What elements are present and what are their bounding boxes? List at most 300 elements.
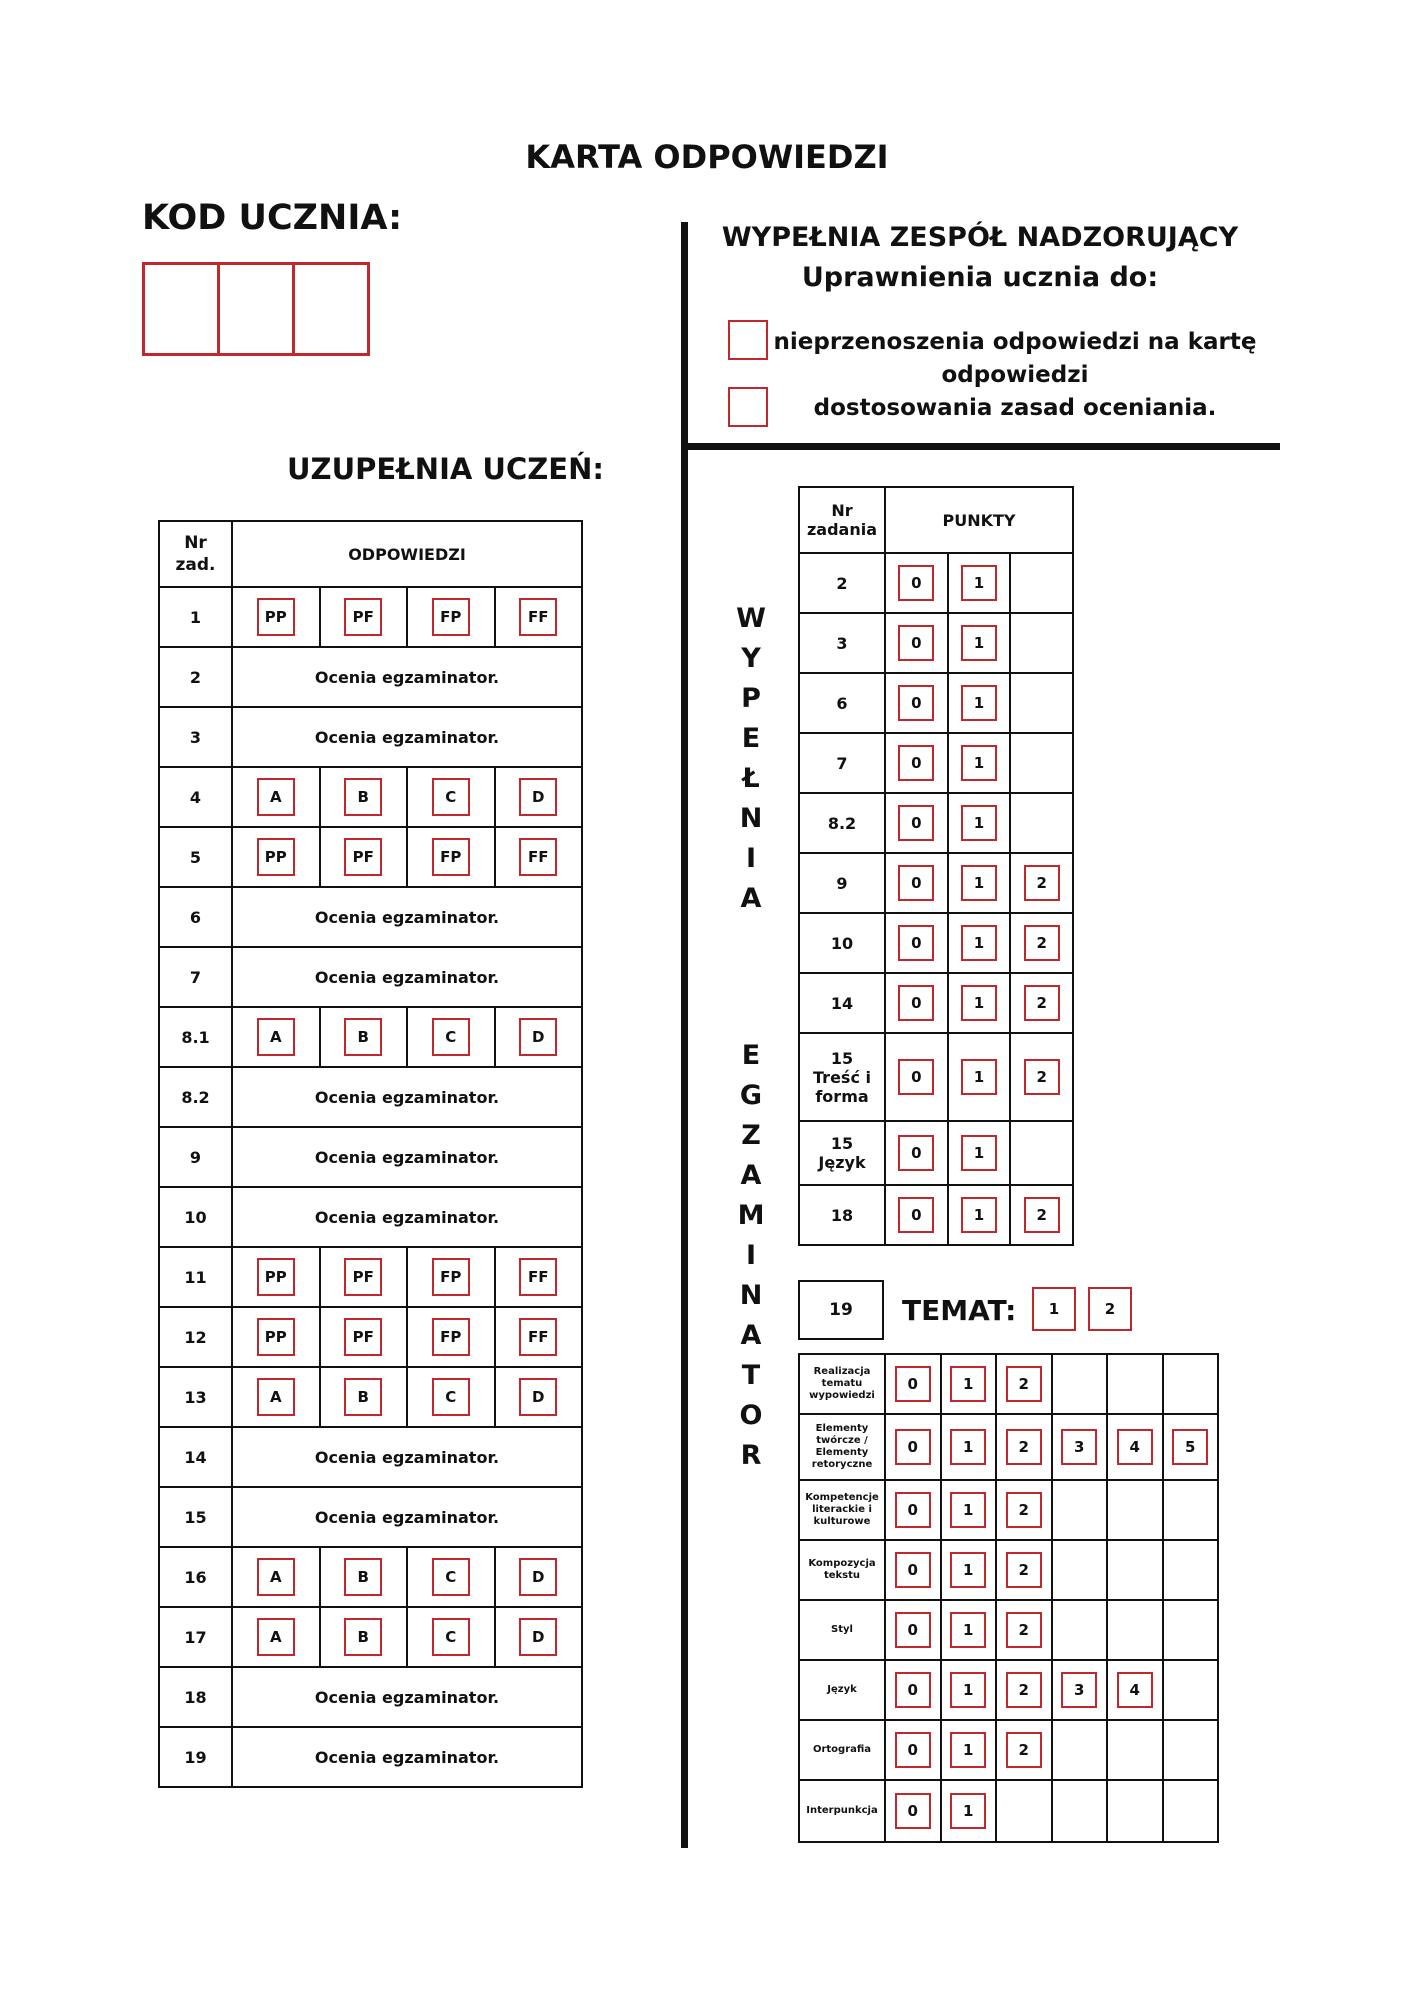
- empty-cell: [1163, 1720, 1219, 1780]
- answer-row: [159, 1427, 582, 1487]
- empty-cell: [1052, 1720, 1108, 1780]
- answer-option-box[interactable]: A: [257, 1018, 295, 1056]
- points-box[interactable]: 0: [898, 865, 934, 901]
- points-box-cell: [948, 1033, 1011, 1121]
- answer-option-box[interactable]: C: [432, 1378, 470, 1416]
- points-box-cell: [885, 973, 948, 1033]
- examiner-grades-note: Ocenia egzaminator.: [232, 1127, 582, 1187]
- answer-row: [159, 1187, 582, 1247]
- criterion-label-line: tematu: [821, 1378, 863, 1389]
- answer-option-box[interactable]: FP: [432, 838, 470, 876]
- points-box[interactable]: 1: [961, 865, 997, 901]
- criterion-points-box[interactable]: 1: [950, 1492, 986, 1528]
- answer-option-box[interactable]: D: [519, 1378, 557, 1416]
- empty-cell: [1010, 1121, 1073, 1185]
- student-code-boxes[interactable]: [142, 262, 370, 356]
- points-row: [799, 553, 1073, 613]
- task-number: 6: [159, 887, 232, 947]
- points-header-nr-line1: Nr: [831, 501, 853, 520]
- vertical-letter: T: [741, 1360, 761, 1391]
- points-box[interactable]: 0: [898, 625, 934, 661]
- criterion-points-box-cell: [885, 1414, 941, 1480]
- task-number: 7: [159, 947, 232, 1007]
- points-box-cell: [948, 1185, 1011, 1245]
- answer-option-box-cell: [320, 767, 408, 827]
- task-number: 8.2: [159, 1067, 232, 1127]
- points-task-number-line: Język: [818, 1153, 866, 1172]
- vertical-letter: A: [740, 883, 762, 914]
- empty-cell: [1107, 1480, 1163, 1540]
- answer-option-box[interactable]: D: [519, 1618, 557, 1656]
- points-box-cell: [885, 1033, 948, 1121]
- answer-option-box-cell: [232, 1367, 320, 1427]
- answer-option-box-cell: [320, 1247, 408, 1307]
- answers-header-nr: [159, 521, 232, 587]
- criterion-points-box-cell: [996, 1354, 1052, 1414]
- answer-option-box[interactable]: D: [519, 1018, 557, 1056]
- empty-cell: [1052, 1354, 1108, 1414]
- criterion-points-box-cell: [941, 1600, 997, 1660]
- points-task-number-line: Treść i: [813, 1067, 871, 1087]
- answers-header-row: [159, 521, 582, 587]
- points-task-number-line: 15: [830, 1048, 854, 1068]
- points-row: [799, 913, 1073, 973]
- points-box[interactable]: 1: [961, 805, 997, 841]
- answer-option-box-cell: [495, 767, 583, 827]
- empty-cell: [1163, 1780, 1219, 1842]
- points-box[interactable]: 0: [898, 925, 934, 961]
- criterion-points-box-cell: [885, 1660, 941, 1720]
- criterion-label: [799, 1354, 885, 1414]
- points-task-number: [799, 793, 885, 853]
- criterion-points-box-cell: [941, 1354, 997, 1414]
- answer-option-box-cell: [232, 767, 320, 827]
- points-box[interactable]: 2: [1024, 1059, 1060, 1095]
- criterion-points-box[interactable]: 1: [950, 1552, 986, 1588]
- points-task-number: [799, 1185, 885, 1245]
- task-number: 15: [159, 1487, 232, 1547]
- points-task-number-line: 8.2: [827, 813, 857, 833]
- answer-option-box-cell: [407, 1007, 495, 1067]
- empty-cell: [1163, 1354, 1219, 1414]
- points-box-cell: [1010, 913, 1073, 973]
- points-table: [798, 486, 1074, 1246]
- criterion-points-box[interactable]: 2: [1006, 1552, 1042, 1588]
- points-row: [799, 1121, 1073, 1185]
- answer-option-box-cell: [320, 1607, 408, 1667]
- points-task-number-line: 7: [836, 753, 848, 773]
- points-box[interactable]: 2: [1024, 985, 1060, 1021]
- answer-option-box-cell: [407, 1247, 495, 1307]
- points-box[interactable]: 0: [898, 685, 934, 721]
- criterion-label: [799, 1780, 885, 1842]
- examiner-grades-note: Ocenia egzaminator.: [232, 947, 582, 1007]
- answers-header-nr-line2: zad.: [175, 555, 216, 575]
- answer-option-box-cell: [232, 1547, 320, 1607]
- vertical-label-wypelnia: [734, 599, 768, 919]
- permission-checkbox-no-transfer[interactable]: [728, 320, 768, 360]
- criterion-points-box[interactable]: 2: [1006, 1732, 1042, 1768]
- criterion-label-line: Ortografia: [812, 1744, 872, 1755]
- criterion-points-box-cell: [996, 1720, 1052, 1780]
- answer-option-box-cell: [407, 1607, 495, 1667]
- answer-option-box[interactable]: PP: [257, 1318, 295, 1356]
- points-task-number-line: 9: [836, 873, 848, 893]
- empty-cell: [1010, 553, 1073, 613]
- criterion-points-box-cell: [941, 1660, 997, 1720]
- criterion-label-line: Kompetencje: [805, 1492, 879, 1503]
- answer-option-box[interactable]: B: [344, 1558, 382, 1596]
- answer-option-box[interactable]: A: [257, 1558, 295, 1596]
- points-box[interactable]: 1: [961, 565, 997, 601]
- answer-option-box-cell: [320, 1307, 408, 1367]
- answer-row: [159, 1487, 582, 1547]
- criterion-label-line: Elementy: [815, 1447, 869, 1458]
- permission-label-no-transfer-1: nieprzenoszenia odpowiedzi na kartę: [773, 329, 1257, 355]
- criterion-points-box[interactable]: 1: [950, 1429, 986, 1465]
- answer-option-box[interactable]: FP: [432, 598, 470, 636]
- points-row: [799, 1033, 1073, 1121]
- answer-option-box[interactable]: PF: [344, 598, 382, 636]
- criterion-points-box[interactable]: 1: [950, 1366, 986, 1402]
- points-box[interactable]: 2: [1024, 1197, 1060, 1233]
- answer-option-box[interactable]: D: [519, 1558, 557, 1596]
- criterion-points-box[interactable]: 3: [1061, 1429, 1097, 1465]
- answer-row: [159, 1547, 582, 1607]
- empty-cell: [1010, 673, 1073, 733]
- criterion-label-line: twórcze /: [816, 1435, 868, 1446]
- answer-option-box-cell: [320, 1007, 408, 1067]
- criterion-points-box-cell: [996, 1660, 1052, 1720]
- points-box-cell: [1010, 1185, 1073, 1245]
- vertical-letter: E: [741, 1040, 761, 1071]
- answer-row: [159, 647, 582, 707]
- permission-label-no-transfer-2: odpowiedzi: [941, 362, 1089, 388]
- criterion-points-box-cell: [996, 1600, 1052, 1660]
- answer-option-box[interactable]: PP: [257, 1258, 295, 1296]
- empty-cell: [1107, 1600, 1163, 1660]
- criterion-points-box[interactable]: 0: [895, 1612, 931, 1648]
- criterion-points-box[interactable]: 4: [1117, 1429, 1153, 1465]
- points-box[interactable]: 0: [898, 985, 934, 1021]
- answer-option-box[interactable]: A: [257, 1378, 295, 1416]
- criterion-label-line: Styl: [831, 1624, 853, 1635]
- points-box[interactable]: 0: [898, 805, 934, 841]
- answer-option-box[interactable]: FF: [519, 838, 557, 876]
- points-header-row: [799, 487, 1073, 553]
- points-task-number: [799, 913, 885, 973]
- points-task-number: [799, 733, 885, 793]
- points-row: [799, 793, 1073, 853]
- criterion-points-box-cell: [885, 1600, 941, 1660]
- answer-option-box[interactable]: FF: [519, 1318, 557, 1356]
- criterion-row: [799, 1600, 1218, 1660]
- criterion-points-box-cell: [1107, 1660, 1163, 1720]
- answer-row: [159, 1067, 582, 1127]
- criterion-row: [799, 1660, 1218, 1720]
- criterion-points-box[interactable]: 2: [1006, 1429, 1042, 1465]
- empty-cell: [996, 1780, 1052, 1842]
- answer-option-box-cell: [407, 587, 495, 647]
- points-box-cell: [885, 673, 948, 733]
- answer-option-box[interactable]: A: [257, 1618, 295, 1656]
- criterion-row: [799, 1480, 1218, 1540]
- permissions-subheading: Uprawnienia ucznia do:: [801, 262, 1159, 293]
- horizontal-divider: [684, 443, 1280, 450]
- vertical-letter: N: [739, 803, 763, 834]
- points-row: [799, 973, 1073, 1033]
- answer-option-box[interactable]: B: [344, 1018, 382, 1056]
- points-task-number-line: 18: [830, 1205, 854, 1225]
- empty-cell: [1163, 1480, 1219, 1540]
- empty-cell: [1052, 1600, 1108, 1660]
- answer-row: [159, 1607, 582, 1667]
- criterion-points-box[interactable]: 5: [1172, 1429, 1208, 1465]
- points-box[interactable]: 1: [961, 985, 997, 1021]
- permission-checkbox-adjusted-grading[interactable]: [728, 387, 768, 427]
- answer-option-box-cell: [232, 1307, 320, 1367]
- criterion-label: [799, 1600, 885, 1660]
- vertical-letter: N: [739, 1280, 763, 1311]
- criterion-points-box[interactable]: 3: [1061, 1672, 1097, 1708]
- points-box[interactable]: 1: [961, 925, 997, 961]
- answer-option-box[interactable]: B: [344, 1378, 382, 1416]
- answer-option-box-cell: [320, 827, 408, 887]
- criterion-points-box[interactable]: 0: [895, 1793, 931, 1829]
- empty-cell: [1107, 1780, 1163, 1842]
- points-row: [799, 613, 1073, 673]
- answer-row: [159, 947, 582, 1007]
- examiner-grades-note: Ocenia egzaminator.: [232, 1067, 582, 1127]
- points-box-cell: [948, 553, 1011, 613]
- points-box[interactable]: 0: [898, 565, 934, 601]
- vertical-label-egzaminator: [734, 1036, 768, 1476]
- topic-option-1[interactable]: 1: [1032, 1287, 1076, 1331]
- points-box[interactable]: 2: [1024, 865, 1060, 901]
- points-box[interactable]: 2: [1024, 925, 1060, 961]
- points-row: [799, 673, 1073, 733]
- criterion-label-line: literackie i: [812, 1504, 872, 1515]
- empty-cell: [1010, 613, 1073, 673]
- points-header-nr: [799, 487, 885, 553]
- criterion-points-box-cell: [885, 1540, 941, 1600]
- points-task-number: [799, 553, 885, 613]
- vertical-letter: E: [741, 723, 761, 754]
- answer-option-box[interactable]: C: [432, 778, 470, 816]
- answer-option-box[interactable]: B: [344, 1618, 382, 1656]
- task-number: 4: [159, 767, 232, 827]
- student-code-label: KOD UCZNIA:: [142, 198, 403, 238]
- answer-option-box-cell: [407, 827, 495, 887]
- task-number: 1: [159, 587, 232, 647]
- answer-option-box-cell: [407, 1547, 495, 1607]
- answer-row: [159, 1127, 582, 1187]
- points-box-cell: [1010, 1033, 1073, 1121]
- page-title: KARTA ODPOWIEDZI: [525, 138, 889, 176]
- answer-option-box[interactable]: PF: [344, 1258, 382, 1296]
- criterion-row: [799, 1414, 1218, 1480]
- points-box-cell: [885, 1121, 948, 1185]
- student-section-heading: UZUPEŁNIA UCZEŃ:: [287, 452, 604, 486]
- examiner-grades-note: Ocenia egzaminator.: [232, 1487, 582, 1547]
- vertical-letter: P: [741, 683, 761, 714]
- points-header-label: PUNKTY: [885, 487, 1073, 553]
- answer-option-box[interactable]: A: [257, 778, 295, 816]
- empty-cell: [1052, 1480, 1108, 1540]
- answer-option-box-cell: [232, 1007, 320, 1067]
- student-code-box-1[interactable]: [145, 265, 220, 353]
- criterion-points-box-cell: [996, 1540, 1052, 1600]
- criterion-label-line: wypowiedzi: [809, 1390, 875, 1401]
- points-box[interactable]: 0: [898, 745, 934, 781]
- answer-option-box[interactable]: PF: [344, 1318, 382, 1356]
- criterion-points-box[interactable]: 1: [950, 1612, 986, 1648]
- points-box-cell: [948, 673, 1011, 733]
- answer-option-box[interactable]: PP: [257, 598, 295, 636]
- vertical-letter: O: [739, 1400, 763, 1431]
- answer-option-box-cell: [495, 1307, 583, 1367]
- criterion-points-box[interactable]: 2: [1006, 1492, 1042, 1528]
- criterion-label-line: Elementy: [815, 1423, 869, 1434]
- points-box[interactable]: 1: [961, 1197, 997, 1233]
- answer-option-box[interactable]: PP: [257, 838, 295, 876]
- answer-option-box-cell: [320, 1367, 408, 1427]
- points-task-number-line: 6: [836, 693, 848, 713]
- answer-option-box[interactable]: C: [432, 1558, 470, 1596]
- criterion-points-box-cell: [1163, 1414, 1219, 1480]
- answer-option-box[interactable]: B: [344, 778, 382, 816]
- points-box[interactable]: 1: [961, 1135, 997, 1171]
- points-row: [799, 733, 1073, 793]
- criterion-label-line: Interpunkcja: [806, 1805, 878, 1816]
- points-task-number-line: 3: [836, 633, 848, 653]
- answer-row: [159, 887, 582, 947]
- examiner-grades-note: Ocenia egzaminator.: [232, 1727, 582, 1787]
- criterion-row: [799, 1720, 1218, 1780]
- empty-cell: [1163, 1540, 1219, 1600]
- points-task-number: [799, 673, 885, 733]
- answer-row: [159, 1667, 582, 1727]
- criterion-points-box[interactable]: 2: [1006, 1612, 1042, 1648]
- answer-option-box[interactable]: C: [432, 1018, 470, 1056]
- answer-row: [159, 1007, 582, 1067]
- supervisors-heading: WYPEŁNIA ZESPÓŁ NADZORUJĄCY: [721, 222, 1239, 253]
- criterion-label: [799, 1414, 885, 1480]
- answer-option-box[interactable]: FF: [519, 1258, 557, 1296]
- points-box-cell: [948, 853, 1011, 913]
- points-box-cell: [885, 613, 948, 673]
- criterion-points-box[interactable]: 1: [950, 1732, 986, 1768]
- permission-label-adjusted-grading: dostosowania zasad oceniania.: [813, 395, 1217, 421]
- task-number: 3: [159, 707, 232, 767]
- answer-option-box-cell: [495, 1547, 583, 1607]
- criterion-points-box-cell: [941, 1480, 997, 1540]
- empty-cell: [1010, 733, 1073, 793]
- criterion-points-box[interactable]: 1: [950, 1672, 986, 1708]
- points-box-cell: [1010, 853, 1073, 913]
- points-task-number-line: forma: [815, 1086, 869, 1106]
- answer-option-box[interactable]: FF: [519, 598, 557, 636]
- criterion-points-box[interactable]: 0: [895, 1672, 931, 1708]
- vertical-letter: Y: [741, 643, 761, 674]
- answer-option-box-cell: [232, 587, 320, 647]
- points-task-number: [799, 1033, 885, 1121]
- points-box-cell: [948, 973, 1011, 1033]
- points-box[interactable]: 1: [961, 745, 997, 781]
- answer-option-box-cell: [320, 587, 408, 647]
- topic-option-2[interactable]: 2: [1088, 1287, 1132, 1331]
- topic-label: TEMAT:: [902, 1294, 1017, 1327]
- answer-row: [159, 1307, 582, 1367]
- vertical-letter: M: [737, 1200, 765, 1231]
- criterion-points-box[interactable]: 0: [895, 1429, 931, 1465]
- answer-row: [159, 1367, 582, 1427]
- points-box[interactable]: 0: [898, 1197, 934, 1233]
- points-box[interactable]: 0: [898, 1135, 934, 1171]
- points-task-number-line: 2: [836, 573, 848, 593]
- answer-option-box-cell: [495, 587, 583, 647]
- permissions-text: [770, 326, 1260, 425]
- criterion-points-box[interactable]: 4: [1117, 1672, 1153, 1708]
- criterion-label-line: Kompozycja: [808, 1558, 876, 1569]
- criterion-points-box-cell: [941, 1540, 997, 1600]
- criterion-points-box[interactable]: 0: [895, 1732, 931, 1768]
- answer-option-box[interactable]: FP: [432, 1258, 470, 1296]
- criterion-points-box[interactable]: 2: [1006, 1366, 1042, 1402]
- points-box[interactable]: 1: [961, 625, 997, 661]
- answer-option-box[interactable]: PF: [344, 838, 382, 876]
- criterion-points-box[interactable]: 0: [895, 1366, 931, 1402]
- answer-option-box[interactable]: FP: [432, 1318, 470, 1356]
- answer-option-box-cell: [407, 1307, 495, 1367]
- empty-cell: [1010, 793, 1073, 853]
- criterion-points-box[interactable]: 1: [950, 1793, 986, 1829]
- task-number: 11: [159, 1247, 232, 1307]
- empty-cell: [1052, 1540, 1108, 1600]
- answer-option-box-cell: [495, 1607, 583, 1667]
- examiner-grades-note: Ocenia egzaminator.: [232, 1667, 582, 1727]
- criterion-points-box[interactable]: 0: [895, 1492, 931, 1528]
- task-number: 8.1: [159, 1007, 232, 1067]
- points-box[interactable]: 0: [898, 1059, 934, 1095]
- student-code-box-2[interactable]: [220, 265, 295, 353]
- answer-option-box[interactable]: D: [519, 778, 557, 816]
- criterion-label: [799, 1540, 885, 1600]
- answer-option-box-cell: [495, 827, 583, 887]
- examiner-grades-note: Ocenia egzaminator.: [232, 887, 582, 947]
- answer-option-box-cell: [495, 1007, 583, 1067]
- points-box-cell: [885, 913, 948, 973]
- points-box[interactable]: 1: [961, 685, 997, 721]
- answers-header-nr-line1: Nr: [184, 533, 207, 553]
- points-box-cell: [885, 733, 948, 793]
- points-box-cell: [1010, 973, 1073, 1033]
- criterion-points-box-cell: [885, 1720, 941, 1780]
- answer-option-box[interactable]: C: [432, 1618, 470, 1656]
- criterion-points-box-cell: [941, 1720, 997, 1780]
- criterion-row: [799, 1540, 1218, 1600]
- vertical-letter: R: [740, 1440, 762, 1471]
- points-box[interactable]: 1: [961, 1059, 997, 1095]
- student-code-box-3[interactable]: [295, 265, 367, 353]
- criterion-points-box[interactable]: 0: [895, 1552, 931, 1588]
- criterion-points-box[interactable]: 2: [1006, 1672, 1042, 1708]
- points-task-number: [799, 853, 885, 913]
- points-task-number: [799, 973, 885, 1033]
- points-box-cell: [885, 793, 948, 853]
- answer-row: [159, 767, 582, 827]
- criterion-points-box-cell: [1107, 1414, 1163, 1480]
